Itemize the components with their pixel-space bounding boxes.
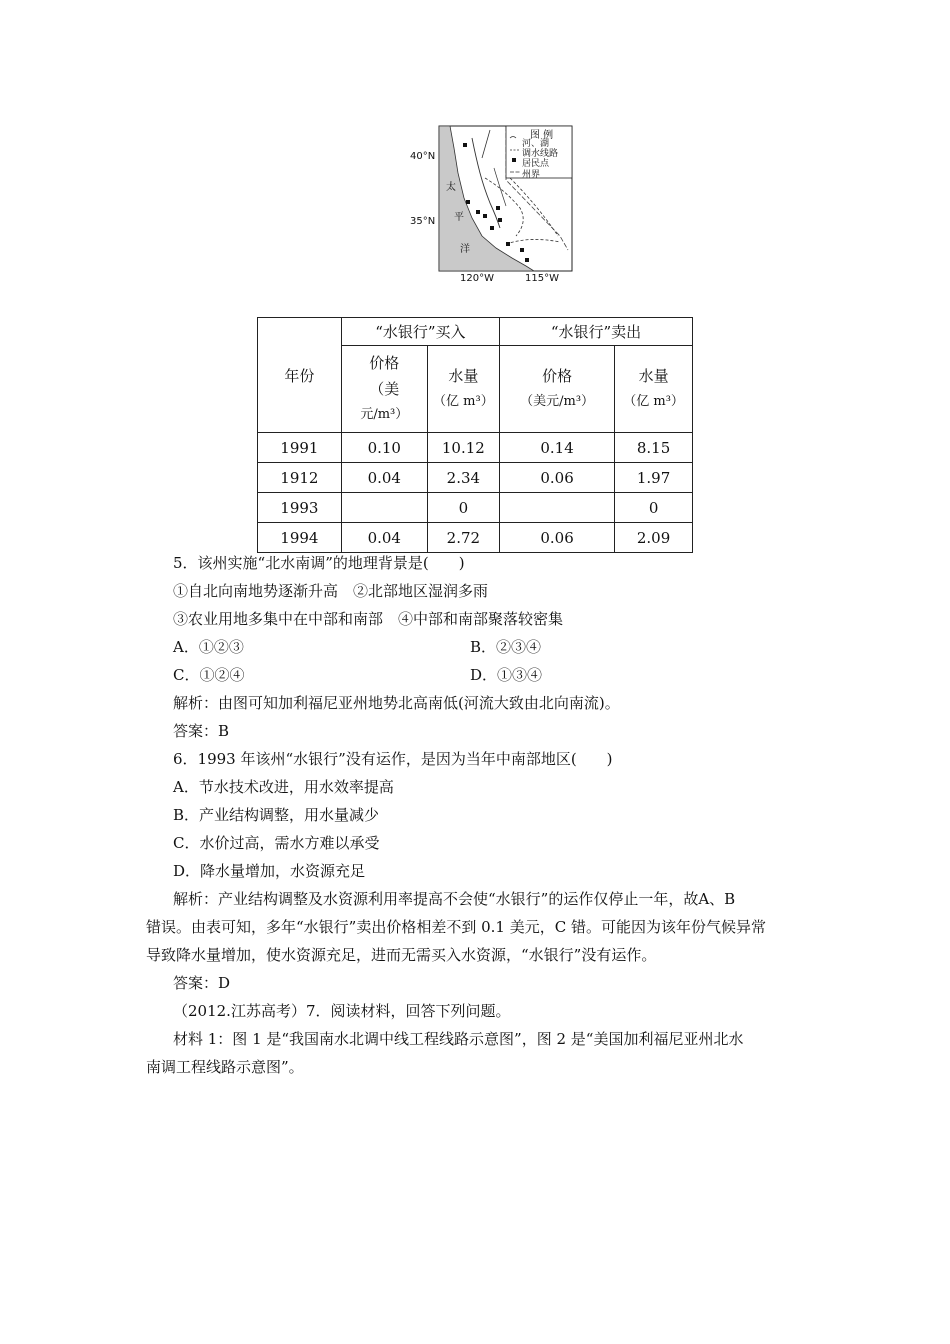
q7-stem: （2012.江苏高考）7．阅读材料，回答下列问题。 [173, 1002, 511, 1020]
q6-choice-c: C．水价过高，需水方难以承受 [173, 834, 380, 852]
q6-analysis-line: 导致降水量增加，使水资源充足，进而无需买入水资源，“水银行”没有运作。 [146, 946, 657, 964]
lat-35: 35°N [410, 216, 436, 227]
lat-40: 40°N [410, 151, 436, 162]
q5-answer: 答案：B [173, 722, 230, 740]
table-row: 1993 0 0 [258, 493, 693, 523]
sell-price-header: 价格 （美元/m³） [499, 346, 614, 433]
legend-state-line: 州界 [522, 170, 541, 180]
legend-title: 图 例 [530, 130, 554, 141]
q5-choice-d: D．①③④ [470, 666, 543, 684]
legend-river: 河、湖 [522, 139, 550, 149]
q6-answer-block [173, 969, 823, 1053]
table-row: 1994 0.04 2.72 0.06 2.09 [258, 523, 693, 553]
sell-volume-header: 水量 （亿 m³） [615, 346, 693, 433]
lon-115: 115°W [525, 273, 559, 284]
q6-answer: 答案：D [173, 974, 231, 992]
legend-settlement: 居民点 [522, 159, 550, 169]
q7-material-cont [146, 1053, 796, 1081]
map-drawing [410, 118, 590, 288]
ocean-char: 太 [446, 182, 456, 193]
q5-option-line: ③农业用地多集中在中部和南部 ④中部和南部聚落较密集 [173, 610, 564, 628]
q5-option-line: ①自北向南地势逐渐升高 ②北部地区湿润多雨 [173, 582, 489, 600]
buy-price-header: 价格 （美 元/m³） [341, 346, 427, 433]
q7-material-line: 南调工程线路示意图”。 [146, 1058, 304, 1076]
table-row: 1991 0.10 10.12 0.14 8.15 [258, 433, 693, 463]
buy-header: “水银行”买入 [341, 318, 499, 346]
q5-choices-cd [173, 661, 823, 689]
q6-choice-b: B．产业结构调整，用水量减少 [173, 806, 380, 824]
water-bank-table [257, 317, 693, 553]
year-header: 年份 [258, 318, 342, 433]
q5-choices-ab [173, 633, 823, 661]
q5-choice-b: B．②③④ [470, 638, 542, 656]
q6-choice-d: D．降水量增加，水资源充足 [173, 862, 366, 880]
q5-analysis: 解析：由图可知加利福尼亚州地势北高南低(河流大致由北向南流)。 [173, 694, 620, 712]
question-body [173, 549, 823, 913]
q6-choice-a: A．节水技术改进，用水效率提高 [173, 778, 394, 796]
legend-aqueduct: 调水线路 [522, 149, 559, 159]
ocean-char: 洋 [460, 244, 470, 255]
sell-header: “水银行”卖出 [499, 318, 692, 346]
q5-stem: 5．该州实施“北水南调”的地理背景是( ) [173, 554, 465, 572]
lon-120: 120°W [460, 273, 494, 284]
buy-volume-header: 水量 （亿 m³） [427, 346, 499, 433]
q6-analysis-cont [146, 913, 826, 969]
q5-choice-a: A．①②③ [173, 638, 244, 656]
california-water-map [410, 118, 590, 288]
q6-analysis-line: 错误。由表可知，多年“水银行”卖出价格相差不到 0.1 美元，C 错。可能因为该年份气候异常 [146, 918, 766, 936]
ocean-char: 平 [454, 212, 464, 223]
q7-material: 材料 1：图 1 是“我国南水北调中线工程线路示意图”，图 2 是“美国加利福尼亚州北水 [173, 1030, 744, 1048]
q5-choice-c: C．①②④ [173, 666, 245, 684]
table-row: 1912 0.04 2.34 0.06 1.97 [258, 463, 693, 493]
q6-analysis: 解析：产业结构调整及水资源利用率提高不会使“水银行”的运作仅停止一年，故A、B [173, 890, 736, 908]
q6-stem: 6．1993 年该州“水银行”没有运作，是因为当年中南部地区( ) [173, 750, 613, 768]
